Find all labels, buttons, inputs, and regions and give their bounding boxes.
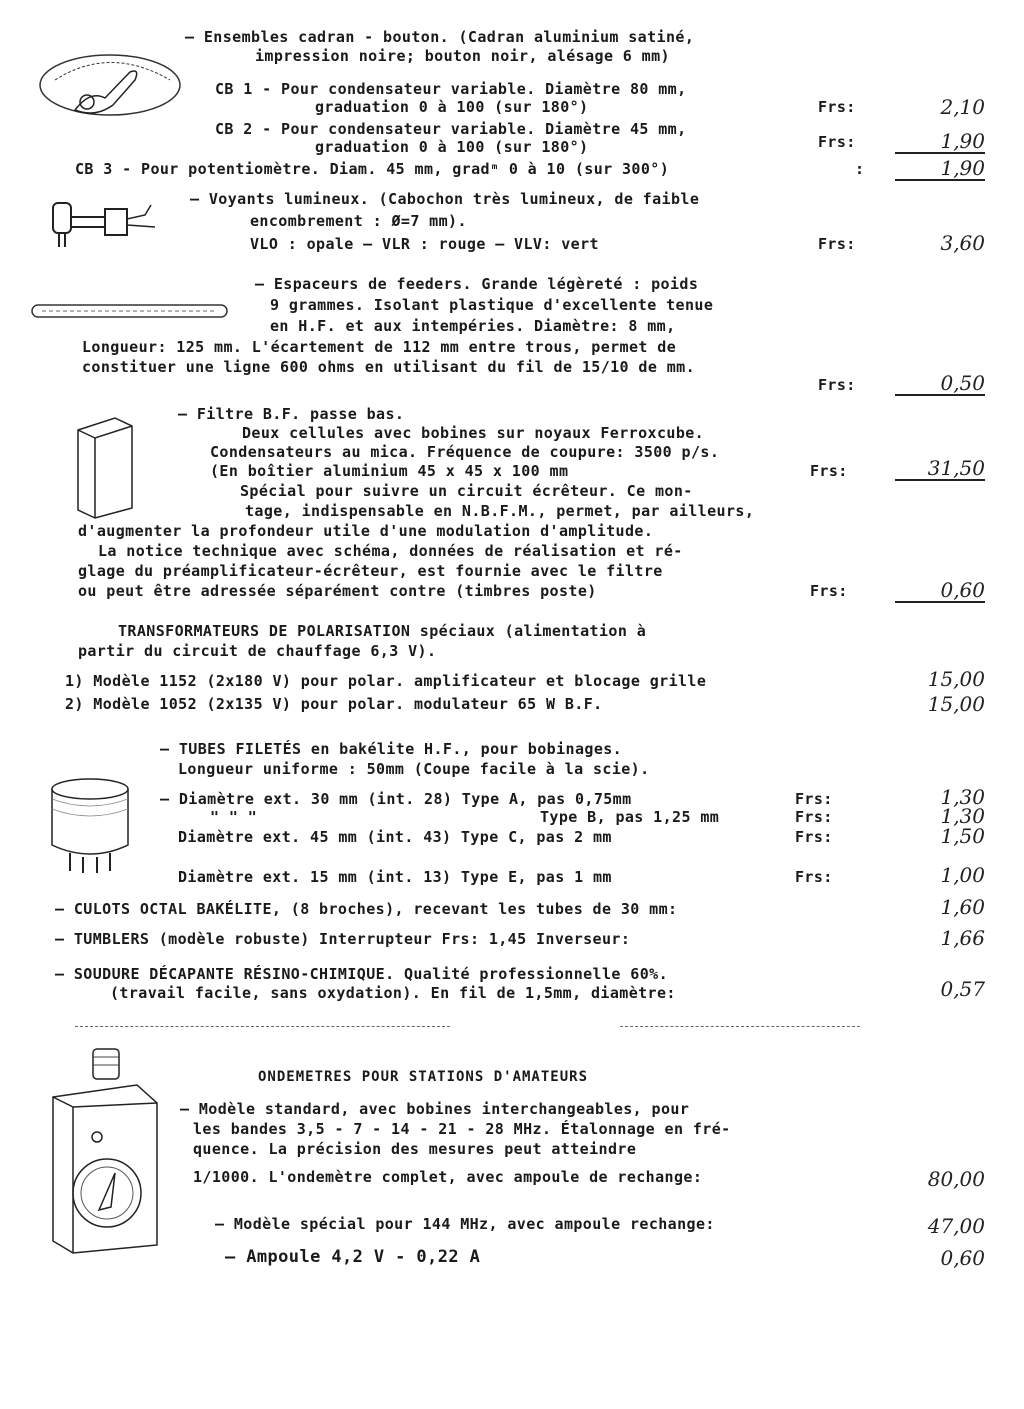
filtre-line-10: ou peut être adressée séparément contre (timbres poste) bbox=[78, 582, 597, 600]
tube-c-label: Diamètre ext. 45 mm (int. 43) Type C, pas 2 mm bbox=[178, 828, 612, 846]
indicator-lamp-illustration bbox=[45, 195, 160, 250]
filtre-frs-2: Frs: bbox=[810, 582, 848, 600]
transfo-item-1: 1) Modèle 1152 (2x180 V) pour polar. amplificateur et blocage grille bbox=[65, 672, 707, 690]
espaceurs-line-4: Longueur: 125 mm. L'écartement de 112 mm entre trous, permet de bbox=[82, 338, 677, 356]
soudure-price: 0,57 bbox=[940, 977, 985, 1001]
cb3-price: 1,90 bbox=[895, 157, 985, 181]
ondemetres-title: ONDEMETRES POUR STATIONS D'AMATEURS bbox=[258, 1069, 589, 1085]
transfo-line-1: TRANSFORMATEURS DE POLARISATION spéciaux (alimentation à bbox=[118, 622, 647, 640]
cb1-price: 2,10 bbox=[940, 95, 985, 119]
voyants-price: 3,60 bbox=[940, 231, 985, 255]
tumblers-label: — TUMBLERS (modèle robuste) Interrupteur Frs: 1,45 Inverseur: bbox=[55, 930, 631, 948]
filtre-line-7: d'augmenter la profondeur utile d'une modulation d'amplitude. bbox=[78, 522, 654, 540]
voyants-line-1: — Voyants lumineux. (Cabochon très lumineux, de faible bbox=[190, 190, 700, 208]
filtre-line-6: tage, indispensable en N.B.F.M., permet, par ailleurs, bbox=[245, 502, 755, 520]
voyants-line-2: encombrement : Ø=7 mm). bbox=[250, 212, 467, 230]
transfo-item-2: 2) Modèle 1052 (2x135 V) pour polar. modulateur 65 W B.F. bbox=[65, 695, 603, 713]
filtre-line-1: — Filtre B.F. passe bas. bbox=[178, 405, 405, 423]
filtre-price-1: 31,50 bbox=[895, 457, 985, 481]
cb2-line-1: CB 2 - Pour condensateur variable. Diamètre 45 mm, bbox=[215, 120, 687, 138]
soudure-label-2: (travail facile, sans oxydation). En fil de 1,5mm, diamètre: bbox=[110, 984, 676, 1002]
voyants-frs: Frs: bbox=[818, 235, 856, 253]
tube-c-price: 1,50 bbox=[940, 824, 985, 848]
feeder-spacer-illustration bbox=[30, 300, 235, 322]
filtre-line-3: Condensateurs au mica. Fréquence de coupure: 3500 p/s. bbox=[210, 443, 720, 461]
filtre-line-2: Deux cellules avec bobines sur noyaux Ferroxcube. bbox=[242, 424, 705, 442]
voyants-line-3: VLO : opale — VLR : rouge — VLV: vert bbox=[250, 235, 599, 253]
tumblers-price: 1,66 bbox=[940, 926, 985, 950]
cb3-frs: : bbox=[855, 160, 865, 178]
cb1-line-2: graduation 0 à 100 (sur 180°) bbox=[315, 98, 589, 116]
threaded-tube-illustration bbox=[45, 775, 135, 875]
cb1-frs: Frs: bbox=[818, 98, 856, 116]
espaceurs-price: 0,50 bbox=[895, 372, 985, 396]
cadran-line-2: impression noire; bouton noir, alésage 6 mm) bbox=[255, 47, 670, 65]
filtre-line-4: (En boîtier aluminium 45 x 45 x 100 mm bbox=[210, 462, 569, 480]
tube-b-frs: Frs: bbox=[795, 808, 833, 826]
ondemetres-line-2: les bandes 3,5 - 7 - 14 - 21 - 28 MHz. Étalonnage en fré- bbox=[193, 1120, 731, 1138]
filtre-line-5: Spécial pour suivre un circuit écrêteur. Ce mon- bbox=[240, 482, 693, 500]
tubes-line-2: Longueur uniforme : 50mm (Coupe facile à la scie). bbox=[178, 760, 650, 778]
cb2-price: 1,90 bbox=[895, 130, 985, 154]
soudure-label: — SOUDURE DÉCAPANTE RÉSINO-CHIMIQUE. Qualité professionnelle 60%. bbox=[55, 965, 668, 983]
tube-e-frs: Frs: bbox=[795, 868, 833, 886]
transfo-line-2: partir du circuit de chauffage 6,3 V). bbox=[78, 642, 437, 660]
espaceurs-line-3: en H.F. et aux intempéries. Diamètre: 8 mm, bbox=[270, 317, 676, 335]
ondemetres-line-4: 1/1000. L'ondemètre complet, avec ampoule de rechange: bbox=[193, 1168, 703, 1186]
espaceurs-frs: Frs: bbox=[818, 376, 856, 394]
espaceurs-line-5: constituer une ligne 600 ohms en utilisant du fil de 15/10 de mm. bbox=[82, 358, 695, 376]
filtre-frs-1: Frs: bbox=[810, 462, 848, 480]
wavemeter-illustration bbox=[45, 1045, 165, 1255]
ampoule-label: — Ampoule 4,2 V - 0,22 A bbox=[225, 1247, 481, 1267]
filter-box-illustration bbox=[70, 410, 140, 520]
tube-b-ditto: " " " bbox=[210, 808, 258, 826]
tubes-line-1: — TUBES FILETÉS en bakélite H.F., pour bobinages. bbox=[160, 740, 623, 758]
ondemetres-line-1: — Modèle standard, avec bobines interchangeables, pour bbox=[180, 1100, 690, 1118]
transfo-price-1: 15,00 bbox=[927, 667, 985, 691]
tube-a-label: — Diamètre ext. 30 mm (int. 28) Type A, pas 0,75mm bbox=[160, 790, 632, 808]
cadran-line-1: — Ensembles cadran - bouton. (Cadran aluminium satiné, bbox=[185, 28, 695, 46]
tube-e-price: 1,00 bbox=[940, 863, 985, 887]
espaceurs-line-1: — Espaceurs de feeders. Grande légèreté : poids bbox=[255, 275, 699, 293]
ondemetres-special: — Modèle spécial pour 144 MHz, avec ampoule rechange: bbox=[215, 1215, 715, 1233]
ondemetres-price-1: 80,00 bbox=[927, 1167, 985, 1191]
cb3-line: CB 3 - Pour potentiomètre. Diam. 45 mm, gradᵐ 0 à 10 (sur 300°) bbox=[75, 160, 670, 178]
tube-e-label: Diamètre ext. 15 mm (int. 13) Type E, pas 1 mm bbox=[178, 868, 612, 886]
divider-left bbox=[75, 1026, 450, 1027]
tube-c-frs: Frs: bbox=[795, 828, 833, 846]
cb2-line-2: graduation 0 à 100 (sur 180°) bbox=[315, 138, 589, 156]
divider-right bbox=[620, 1026, 860, 1027]
ondemetres-price-2: 47,00 bbox=[927, 1214, 985, 1238]
tube-b-label: Type B, pas 1,25 mm bbox=[540, 808, 720, 826]
filtre-line-8: La notice technique avec schéma, données de réalisation et ré- bbox=[98, 542, 683, 560]
ampoule-price: 0,60 bbox=[940, 1246, 985, 1270]
cb1-line-1: CB 1 - Pour condensateur variable. Diamètre 80 mm, bbox=[215, 80, 687, 98]
transfo-price-2: 15,00 bbox=[927, 692, 985, 716]
tube-b-price: 1,30 bbox=[940, 804, 985, 828]
cb2-frs: Frs: bbox=[818, 133, 856, 151]
filtre-line-9: glage du préamplificateur-écrêteur, est fournie avec le filtre bbox=[78, 562, 663, 580]
culots-price: 1,60 bbox=[940, 895, 985, 919]
filtre-price-2: 0,60 bbox=[895, 579, 985, 603]
tube-a-price: 1,30 bbox=[940, 785, 985, 809]
tube-a-frs: Frs: bbox=[795, 790, 833, 808]
espaceurs-line-2: 9 grammes. Isolant plastique d'excellente tenue bbox=[270, 296, 714, 314]
ondemetres-line-3: quence. La précision des mesures peut atteindre bbox=[193, 1140, 637, 1158]
dial-knob-illustration bbox=[35, 50, 185, 120]
culots-label: — CULOTS OCTAL BAKÉLITE, (8 broches), recevant les tubes de 30 mm: bbox=[55, 900, 678, 918]
